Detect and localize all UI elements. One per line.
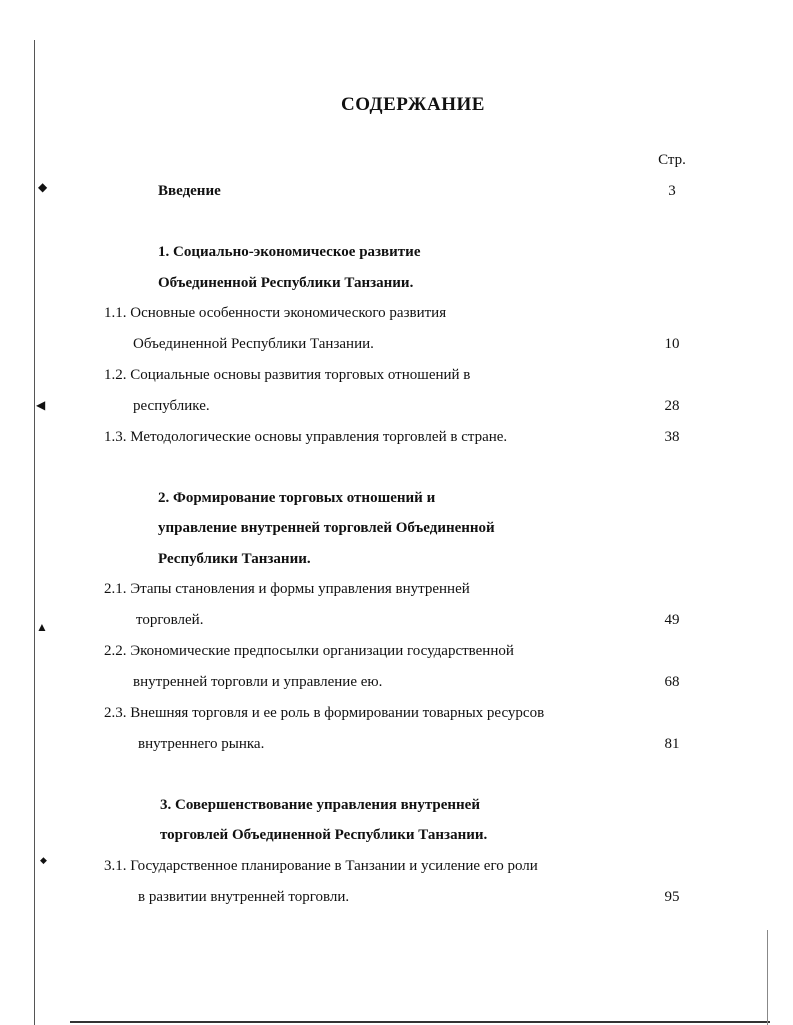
section-2-1-line-1: 2.1. Этапы становления и формы управления внутренней (104, 581, 470, 597)
chapter-3-title-line-2: торговлей Объединенной Республики Танзании. (160, 827, 488, 843)
section-2-3-line-2: внутреннего рынка. (138, 736, 265, 752)
section-2-3-page: 81 (664, 736, 680, 752)
section-1-1-line-1: 1.1. Основные особенности экономического развития (104, 305, 447, 321)
section-1-3-page: 38 (664, 429, 680, 445)
toc-intro-page: 3 (668, 183, 676, 199)
section-3-1-line-1: 3.1. Государственное планирование в Танзании и усиление его роли (104, 858, 538, 874)
toc-intro-label: Введение (158, 183, 221, 199)
section-1-2-line-1: 1.2. Социальные основы развития торговых отношений в (104, 367, 471, 383)
section-1-3-line-1: 1.3. Методологические основы управления торговлей в стране. (104, 429, 508, 445)
chapter-1-title-line-2: Объединенной Республики Танзании. (158, 275, 414, 291)
section-1-2-page: 28 (664, 398, 680, 414)
section-1-1-line-2: Объединенной Республики Танзании. (133, 336, 374, 352)
chapter-1-title-line-1: 1. Социально-экономическое развитие (158, 244, 421, 260)
section-2-3-line-1: 2.3. Внешняя торговля и ее роль в формировании товарных ресурсов (104, 705, 545, 721)
scan-mark-4: ◆ (40, 855, 47, 865)
scan-right-edge (767, 930, 768, 1025)
section-1-2-line-2: республике. (133, 398, 210, 414)
chapter-2-title-line-2: управление внутренней торговлей Объединенной (158, 520, 495, 536)
scan-mark-3: ▲ (36, 620, 48, 634)
section-2-2-page: 68 (664, 674, 680, 690)
section-2-2-line-1: 2.2. Экономические предпосылки организации государственной (104, 643, 514, 659)
section-2-2-line-2: внутренней торговли и управление ею. (133, 674, 383, 690)
section-3-1-line-2: в развитии внутренней торговли. (138, 889, 350, 905)
page-title: СОДЕРЖАНИЕ (341, 94, 485, 115)
section-1-1-page: 10 (664, 336, 680, 352)
chapter-2-title-line-3: Республики Танзании. (158, 551, 311, 567)
scan-left-edge (34, 40, 35, 1025)
chapter-3-title-line-1: 3. Совершенствование управления внутренней (160, 797, 480, 813)
scan-mark-2: ◀ (36, 398, 46, 412)
chapter-2-title-line-1: 2. Формирование торговых отношений и (158, 490, 436, 506)
section-2-1-page: 49 (664, 612, 680, 628)
page-column-header: Стр. (658, 152, 686, 168)
section-2-1-line-2: торговлей. (136, 612, 204, 628)
section-3-1-page: 95 (664, 889, 680, 905)
scan-mark-1: ◆ (38, 180, 48, 194)
scan-bottom-edge (70, 1021, 770, 1023)
